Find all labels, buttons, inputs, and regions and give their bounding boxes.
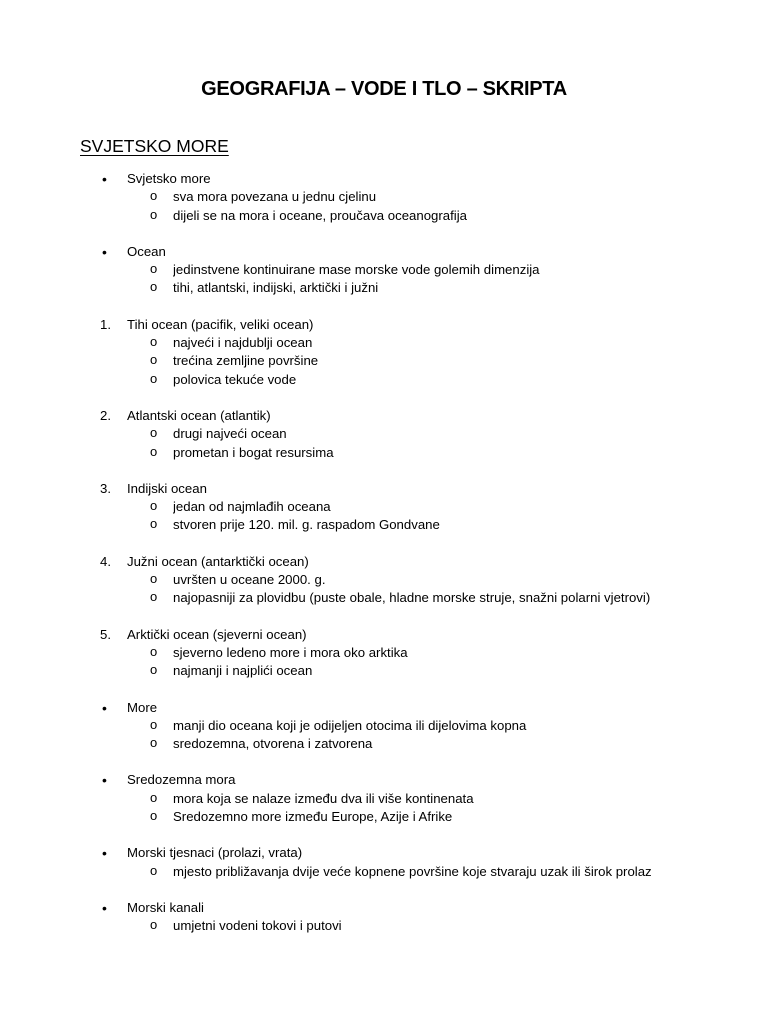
list-item <box>0 771 768 826</box>
sub-list-item-text: umjetni vodeni tokovi i putovi <box>173 918 342 934</box>
sub-list-item-text: najveći i najdublji ocean <box>173 335 313 351</box>
sub-bullet-marker: o <box>150 425 158 441</box>
sub-list-item-text: prometan i bogat resursima <box>173 444 334 460</box>
list-item-label: Sredozemna mora <box>127 772 236 788</box>
list-item-label: Ocean <box>127 243 166 259</box>
sub-list-item-text: Sredozemno more između Europe, Azije i Afrike <box>173 809 453 825</box>
sub-bullet-marker: o <box>150 917 158 933</box>
sub-bullet-marker: o <box>150 643 158 659</box>
sub-list-item-text: uvršten u oceane 2000. g. <box>173 572 326 588</box>
list-item-line <box>0 407 768 425</box>
list-item <box>0 899 768 936</box>
sub-bullet-marker: o <box>150 279 158 295</box>
list-item-line <box>0 844 768 862</box>
sub-list-item <box>0 662 768 680</box>
sub-bullet-marker: o <box>150 735 158 751</box>
sub-list-item-text: jedinstvene kontinuirane mase morske vode golemih dimenzija <box>173 262 540 278</box>
sub-list-item <box>0 917 768 935</box>
number-marker: 3. <box>100 480 111 496</box>
list-item <box>0 699 768 754</box>
sub-list-item-text: stvoren prije 120. mil. g. raspadom Gondvane <box>173 517 440 533</box>
sub-list-item-text: najopasniji za plovidbu (puste obale, hladne morske struje, snažni polarni vjetrovi) <box>173 590 651 606</box>
sub-list-item <box>0 717 768 735</box>
sub-list-item <box>0 498 768 516</box>
sub-bullet-marker: o <box>150 188 158 204</box>
list-item <box>0 553 768 608</box>
list-item <box>0 243 768 298</box>
sub-list-item <box>0 261 768 279</box>
sub-bullet-marker: o <box>150 206 158 222</box>
sub-list-item <box>0 790 768 808</box>
list-item <box>0 316 768 389</box>
bullet-marker: • <box>102 243 107 260</box>
sub-list-item-text: mjesto približavanja dvije veće kopnene površine koje stvaraju uzak ili širok prolaz <box>173 863 652 879</box>
list-item <box>0 480 768 535</box>
sub-bullet-marker: o <box>150 862 158 878</box>
sub-list-item-text: polovica tekuće vode <box>173 371 297 387</box>
list-item-label: Indijski ocean <box>127 480 207 496</box>
list-item-line <box>0 170 768 188</box>
list-item-label: More <box>127 699 158 715</box>
bullet-marker: • <box>102 699 107 716</box>
sub-bullet-marker: o <box>150 516 158 532</box>
sub-bullet-marker: o <box>150 443 158 459</box>
sub-bullet-marker: o <box>150 352 158 368</box>
sub-list-item-text: mora koja se nalaze između dva ili više kontinenata <box>173 790 474 806</box>
list-item-line <box>0 699 768 717</box>
sub-list-item-text: sredozemna, otvorena i zatvorena <box>173 736 373 752</box>
sub-list-item <box>0 279 768 297</box>
list-item-line <box>0 243 768 261</box>
bullet-marker: • <box>102 772 107 789</box>
list-item-label: Arktički ocean (sjeverni ocean) <box>127 626 307 642</box>
list-item-line <box>0 899 768 917</box>
sub-list-item <box>0 352 768 370</box>
bullet-marker: • <box>102 171 107 187</box>
number-marker: 1. <box>100 316 111 332</box>
sub-bullet-marker: o <box>150 589 158 605</box>
sub-list-item <box>0 516 768 534</box>
sub-list-item <box>0 589 768 607</box>
sub-list-item-text: drugi najveći ocean <box>173 426 287 442</box>
sub-bullet-marker: o <box>150 662 158 678</box>
sub-list-item <box>0 571 768 589</box>
list-item-label: Morski kanali <box>127 899 204 915</box>
bullet-marker: • <box>102 899 107 916</box>
sub-list-item-text: jedan od najmlađih oceana <box>173 499 331 515</box>
sub-bullet-marker: o <box>150 261 158 277</box>
sub-list-item-text: dijeli se na mora i oceane, proučava oceanografija <box>173 207 467 223</box>
list-item-line <box>0 553 768 571</box>
number-marker: 4. <box>100 553 111 569</box>
sub-list-item <box>0 371 768 389</box>
document-title: GEOGRAFIJA – VODE I TLO – SKRIPTA <box>201 78 567 100</box>
list-item-label: Tihi ocean (pacifik, veliki ocean) <box>127 316 314 332</box>
sub-bullet-marker: o <box>150 370 158 386</box>
sub-list-item <box>0 188 768 206</box>
sub-list-item <box>0 207 768 225</box>
sub-list-item <box>0 444 768 462</box>
list-item-line <box>0 626 768 644</box>
sub-list-item-text: trećina zemljine površine <box>173 353 319 369</box>
list-item <box>0 170 768 225</box>
sub-list-item-text: sva mora povezana u jednu cjelinu <box>173 189 377 205</box>
list-item-line <box>0 316 768 334</box>
sub-bullet-marker: o <box>150 498 158 514</box>
sub-bullet-marker: o <box>150 808 158 824</box>
list-item <box>0 626 768 681</box>
sub-list-item <box>0 863 768 881</box>
document-content <box>0 170 768 954</box>
sub-list-item-text: tihi, atlantski, indijski, arktički i južni <box>173 280 379 296</box>
list-item-line <box>0 480 768 498</box>
list-item-label: Svjetsko more <box>127 171 211 186</box>
sub-list-item-text: sjeverno ledeno more i mora oko arktika <box>173 644 408 660</box>
list-item-label: Atlantski ocean (atlantik) <box>127 407 271 423</box>
sub-bullet-marker: o <box>150 571 158 587</box>
sub-list-item <box>0 735 768 753</box>
sub-list-item <box>0 334 768 352</box>
sub-list-item <box>0 425 768 443</box>
list-item <box>0 844 768 881</box>
list-item-label: Južni ocean (antarktički ocean) <box>127 553 309 569</box>
list-item-line <box>0 771 768 789</box>
number-marker: 2. <box>100 407 111 423</box>
sub-list-item <box>0 644 768 662</box>
sub-list-item-text: manji dio oceana koji je odijeljen otocima ili dijelovima kopna <box>173 717 527 733</box>
section-heading: SVJETSKO MORE <box>80 136 229 156</box>
sub-bullet-marker: o <box>150 716 158 732</box>
sub-bullet-marker: o <box>150 334 158 350</box>
bullet-marker: • <box>102 845 107 862</box>
sub-bullet-marker: o <box>150 789 158 805</box>
list-item <box>0 407 768 462</box>
list-item-label: Morski tjesnaci (prolazi, vrata) <box>127 845 303 861</box>
sub-list-item-text: najmanji i najplići ocean <box>173 663 313 679</box>
sub-list-item <box>0 808 768 826</box>
number-marker: 5. <box>100 626 111 642</box>
